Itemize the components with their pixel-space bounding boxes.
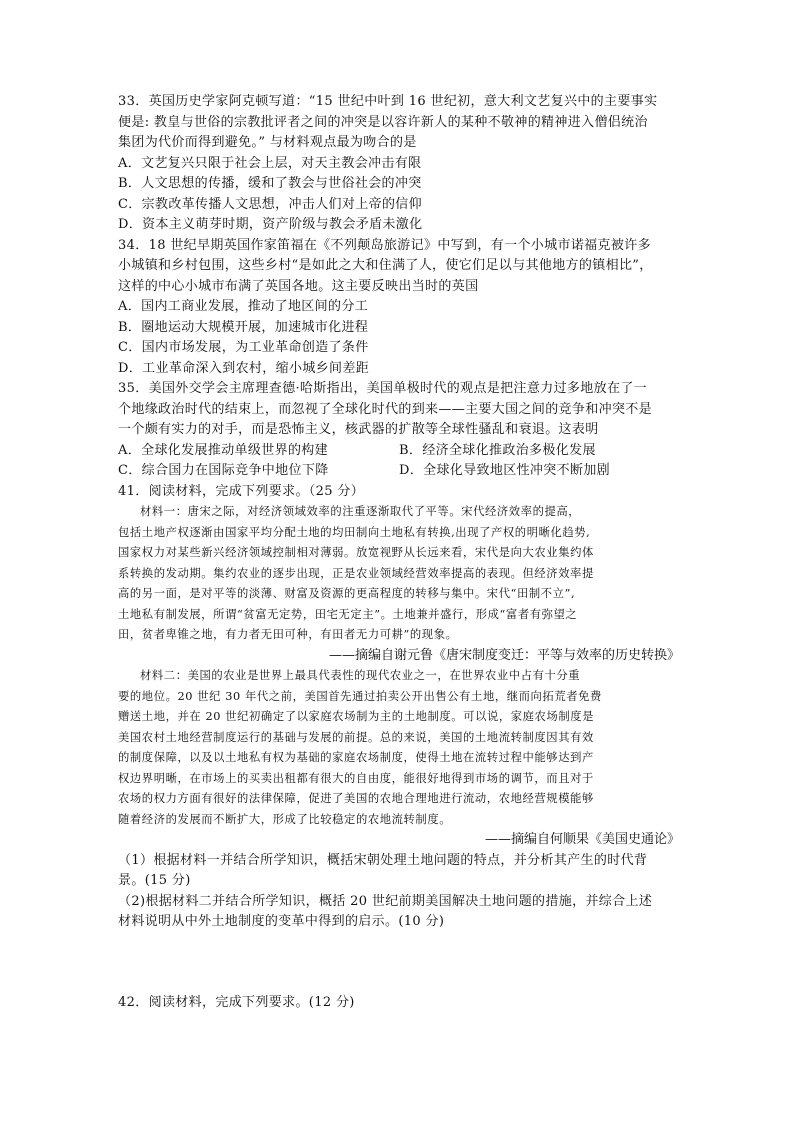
q35-options-row-1 [118, 441, 680, 462]
q33-stem-line-3: 集团为代价而得到避免。” 与材料观点最为吻合的是 [118, 135, 417, 150]
material-2-line: 赠送土地，并在 20 世纪初确定了以家庭农场制为主的土地制度。可以说，家庭农场制度是 [118, 710, 595, 723]
material-2-line: 权边界明晰，在市场上的买卖出租都有很大的自由度，能很好地得到市场的调节，而且对于 [118, 771, 594, 785]
q35-options-row-2 [118, 461, 680, 482]
q41-material-1 [118, 502, 680, 646]
material-1-line: 田，贫者卑锥之地，有力者无田可种，有田者无力可耕”的现象。 [118, 628, 458, 641]
material-1-line: 高的另一面，是对平等的淡薄、财富及资源的更高程度的转移与集中。宋代“田制不立”, [118, 587, 576, 600]
q35-option-b: B．经济全球化推政治多极化发展 [399, 442, 596, 458]
q34-stem-line-2: 小城镇和乡村包围，这些乡村“是如此之大和住满了人，使它们足以与其他地方的镇相比”， [118, 258, 653, 273]
q34-option-b: B．圈地运动大规模开展，加速城市化进程 [118, 319, 369, 335]
material-1-line: 材料一：唐宋之际，对经济领域效率的注重逐渐取代了平等。宋代经济效率的提高， [140, 505, 581, 518]
q35-stem-line-3: 一个颇有实力的对手，而是恐怖主义，核武器的扩散等全球性骚乱和衰退。这表明 [118, 422, 599, 437]
q41-requirement-2: （2)根据材料二并结合所学知识，概括 20 世纪前期美国解决土地问题的措施，并综合上述 [118, 893, 653, 909]
q34-option-a: A．国内工商业发展，推动了地区间的分工 [118, 299, 369, 314]
material-2-line: 农场的权力方面有很好的法律保障，促进了美国的农地合理地进行流动，农地经营规模能够 [118, 792, 594, 805]
q33-option-d: D．资本主义萌芽时期，资产阶级与教会矛盾未激化 [118, 217, 423, 232]
q33-option-a: A．文艺复兴只限于社会上层，对天主教会冲击有限 [118, 155, 422, 171]
q35-option-a: A．全球化发展推动单级世界的构建 [118, 442, 328, 458]
q41-requirement-1: （1）根据材料一并结合所学知识，概括宋朝处理土地问题的特点，并分析其产生的时代背 [118, 852, 648, 868]
q41-title: 41．阅读材料，完成下列要求。（25 分） [118, 483, 365, 499]
q34-option-c: C．国内市场发展，为工业革命创造了条件 [118, 340, 369, 355]
q42-title: 42．阅读材料，完成下列要求。(12 分) [118, 994, 355, 1010]
q33-stem-line-1: 33．英国历史学家阿克顿写道：“15 世纪中叶到 16 世纪初，意大利文艺复兴中的主要事实 [118, 94, 658, 109]
q35-stem-line-1: 35．美国外交学会主席理查德·哈斯指出，美国单极时代的观点是把注意力过多地放在了一 [118, 381, 648, 396]
material-2-line: 材料二：美国的农业是世界上最具代表性的现代农业之一，在世界农业中占有十分重 [140, 669, 581, 682]
question-42 [118, 993, 680, 1014]
answer-space [118, 933, 680, 993]
material-2-line: 的制度保障，以及以土地私有权为基础的家庭农场制度，使得土地在流转过程中能够达到产 [118, 751, 594, 764]
question-34 [118, 236, 680, 380]
q34-option-d: D．工业革命深入到农村，缩小城乡间差距 [118, 360, 370, 376]
q41-material-2 [118, 666, 680, 830]
q35-stem-line-2: 个地缘政治时代的结束上，而忽视了全球化时代的到来——主要大国之间的竞争和冲突不是 [118, 401, 653, 417]
material-2-line: 美国农村土地经营制度运行的基础与发展的前提。总的来说，美国的土地流转制度因其有效 [118, 730, 594, 744]
q33-option-b: B．人文思想的传播，缓和了教会与世俗社会的冲突 [118, 176, 422, 191]
exam-page [118, 92, 680, 1013]
q33-stem-line-2: 便是: 教皇与世俗的宗教批评者之间的冲突是以容许新人的某种不敬神的精神进入僧侣统治 [118, 114, 648, 130]
q33-option-c: C．宗教改革传播人文思想，冲击人们对上帝的信仰 [118, 196, 422, 212]
material-1-line: 土地私有制发展，所谓“贫富无定势，田宅无定主”。土地兼并盛行，形成“富者有弥望之 [118, 607, 578, 621]
material-2-line: 要的地位。20 世纪 30 年代之前，美国首先通过拍卖公开出售公有土地，继而向拓荒者免费 [118, 689, 602, 703]
question-33 [118, 92, 680, 236]
q41-requirement-2: 材料说明从中外土地制度的变革中得到的启示。(10 分) [118, 914, 445, 929]
material-1-line: 国家权力对某些新兴经济领域控制相对薄弱。放宽视野从长远来看，宋代是向大农业集约体 [118, 546, 594, 559]
material-1-line: 系转换的发动期。集约农业的逐步出现，正是农业领域经营效率提高的表现。但经济效率提 [118, 566, 594, 580]
material-2-line: 随着经济的发展而不断扩大，形成了比较稳定的农地流转制度。 [118, 812, 452, 826]
q34-stem-line-3: 这样的中心小城市布满了英国各地。这主要反映出当时的英国 [118, 278, 479, 294]
q35-option-d: D．全球化导致地区性冲突不断加剧 [399, 463, 611, 478]
question-35 [118, 379, 680, 482]
material-2-source: ——摘编自何顺果《美国史通论》 [484, 832, 680, 847]
question-41 [118, 482, 680, 933]
material-1-line: 包括土地产权逐渐由国家平均分配土地的均田制向土地私有转换,出现了产权的明晰化趋势, [118, 525, 591, 539]
material-1-source: ——摘编自谢元鲁《唐宋制度变迁：平等与效率的历史转换》 [328, 647, 680, 663]
q41-requirement-1: 景。(15 分) [118, 873, 191, 888]
q35-option-c: C．综合国力在国际竞争中地位下降 [118, 463, 329, 478]
q34-stem-line-1: 34．18 世纪早期英国作家笛福在《不列颠岛旅游记》中写到，有一个小城市诺福克被许多 [118, 237, 651, 253]
